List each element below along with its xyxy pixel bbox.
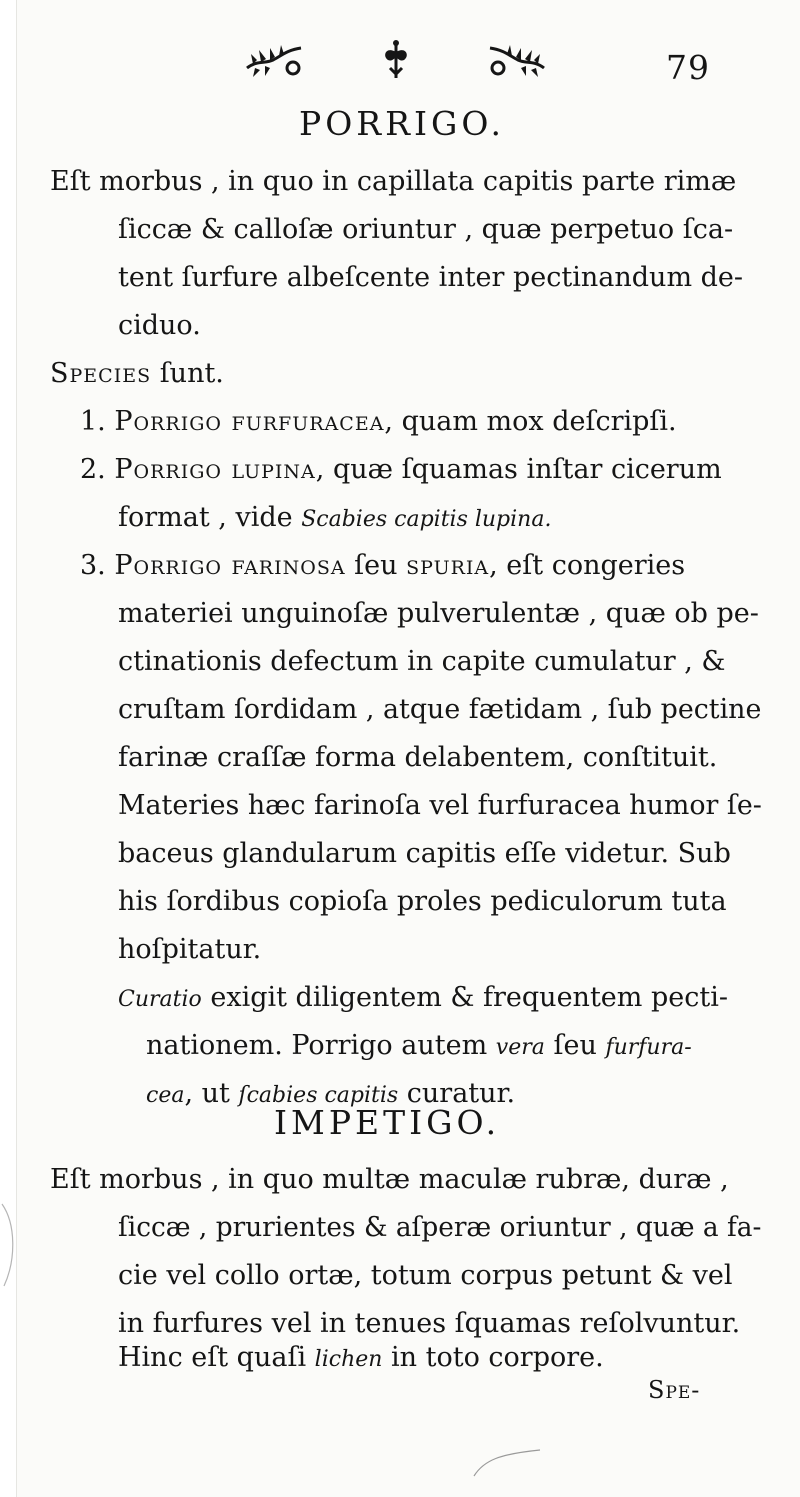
item-number: 2. — [80, 454, 106, 485]
leaf-sprig-ornament-right — [484, 38, 548, 82]
catchword: Spe- — [648, 1376, 701, 1404]
curatio-line — [146, 1032, 692, 1059]
species-item-2 — [80, 456, 722, 483]
definition-line: cie vel collo ortæ, totum corpus petunt & vel — [118, 1260, 733, 1291]
curatio-text: , ut — [184, 1078, 230, 1109]
cross-reference: Scabies capitis lupina. — [301, 507, 552, 532]
item-text: ſeu — [354, 550, 398, 581]
curatio-text: curatur. — [406, 1078, 516, 1109]
species-line — [50, 360, 224, 387]
item-text: , quæ ſquamas inſtar cicerum — [315, 454, 722, 485]
materies-line: Materies hæc farinoſa vel furfuracea humor ſe- — [118, 790, 762, 821]
definition-line: tent ſurfure albeſcente inter pectinandum de- — [118, 262, 744, 293]
species-item-1 — [80, 408, 677, 435]
definition-line — [118, 1344, 604, 1371]
item-number: 1. — [80, 406, 106, 437]
item-number: 3. — [80, 550, 106, 581]
materies-line: baceus glandularum capitis eſſe videtur. Sub — [118, 838, 731, 869]
species-name-alt: spuria — [406, 550, 490, 581]
species-item-2-continuation — [118, 504, 551, 531]
item-text: format , vide — [118, 502, 293, 533]
curatio-line — [118, 984, 728, 1011]
species-name: Porrigo farinosa — [114, 550, 346, 581]
species-name: Porrigo furfuracea — [114, 406, 385, 437]
species-name: Porrigo lupina — [114, 454, 316, 485]
definition-line: ciduo. — [118, 310, 201, 341]
section-title-impetigo: IMPETIGO. — [274, 1103, 501, 1142]
curatio-italic: furfura- — [605, 1035, 692, 1060]
definition-line: in furfures vel in tenues ſquamas reſolvuntur. — [118, 1308, 741, 1339]
curatio-italic: vera — [495, 1035, 545, 1060]
curatio-text: exigit diligentem & frequentem pecti- — [210, 982, 728, 1013]
scan-mark — [470, 1440, 550, 1480]
item-text: , quam mox deſcripſi. — [384, 406, 677, 437]
definition-italic: lichen — [314, 1347, 383, 1372]
definition-text: Hinc eſt quaſi — [118, 1342, 307, 1373]
scan-mark — [0, 1200, 24, 1290]
species-item-3-line: farinæ craſſæ forma delabentem, conſtituit. — [118, 742, 718, 773]
species-item-3 — [80, 552, 685, 579]
species-label: Species — [50, 358, 152, 389]
definition-line: Eſt morbus , in quo multæ maculæ rubræ, duræ , — [50, 1164, 729, 1195]
curatio-text: nationem. Porrigo autem — [146, 1030, 488, 1061]
materies-line: his ſordibus copioſa proles pediculorum tuta — [118, 886, 727, 917]
curatio-label: Curatio — [118, 987, 202, 1012]
species-suffix: ſunt. — [159, 358, 224, 389]
item-text: , eſt congeries — [489, 550, 686, 581]
curatio-italic: ſcabies capitis — [238, 1083, 399, 1108]
definition-line: ſiccæ , prurientes & aſperæ oriuntur , quæ a fa- — [118, 1212, 762, 1243]
species-item-3-line: cruſtam ſordidam , atque fætidam , ſub pectine — [118, 694, 762, 725]
definition-line: ſiccæ & calloſæ oriuntur , quæ perpetuo ſca- — [118, 214, 734, 245]
species-item-3-line: materiei unguinoſæ pulverulentæ , quæ ob pe- — [118, 598, 759, 629]
definition-text: in toto corpore. — [391, 1342, 604, 1373]
page-number: 79 — [666, 48, 710, 87]
curatio-italic: cea — [146, 1083, 185, 1108]
leaf-sprig-ornament-left — [243, 38, 307, 82]
section-title-porrigo: PORRIGO. — [299, 104, 505, 143]
species-item-3-line: ctinationis defectum in capite cumulatur , & — [118, 646, 726, 677]
fleuron-ornament — [378, 38, 414, 82]
materies-line: hoſpitatur. — [118, 934, 262, 965]
curatio-text: ſeu — [553, 1030, 597, 1061]
definition-line: Eſt morbus , in quo in capillata capitis parte rimæ — [50, 166, 737, 197]
